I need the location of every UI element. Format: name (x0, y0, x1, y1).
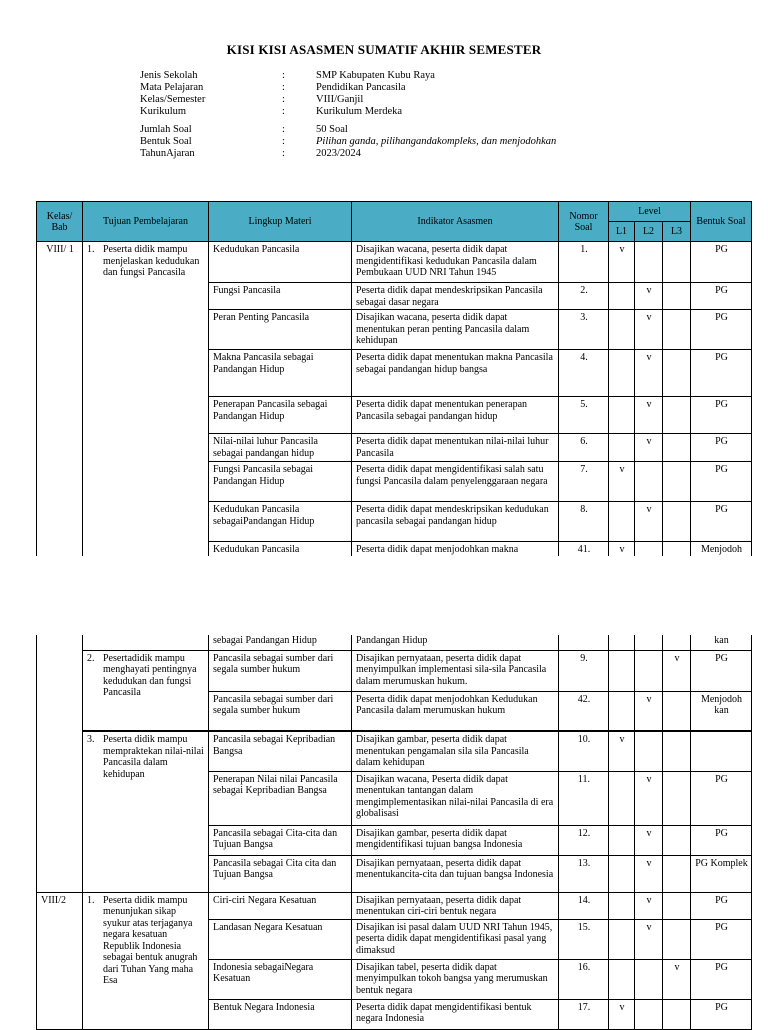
table-row (37, 731, 752, 771)
indikator-cell: Peserta didik dapat menentukan nilai-nilai luhur Pancasila (352, 434, 559, 462)
materi-cell: Makna Pancasila sebagai Pandangan Hidup (209, 350, 352, 397)
meta-row-kurikulum (140, 106, 556, 118)
meta-label: Kelas/Semester (140, 94, 206, 105)
nomor-cell: 14. (559, 892, 609, 919)
level-l2-cell: v (635, 434, 663, 462)
header-level: Level (609, 202, 691, 222)
kelas-bab-cell: VIII/2 (37, 892, 83, 1029)
level-l2-cell: v (635, 825, 663, 855)
header-bentuk-soal: Bentuk Soal (691, 202, 752, 242)
nomor-cell: 41. (559, 542, 609, 572)
level-l3-cell (663, 462, 691, 502)
meta-row-tahun-ajaran (140, 148, 556, 160)
tujuan-text: Peserta didik mampu mempraktekan nilai-nilai Pancasila dalam kehidupan (103, 734, 204, 780)
tujuan-cell (83, 242, 209, 572)
level-l1-cell (609, 350, 635, 397)
indikator-cell: Disajikan wacana, peserta didik dapat mengidentifikasi kedudukan Pancasila dalam Pembukaan UUD NRI Tahun 1945 (352, 242, 559, 283)
level-l3-cell (663, 919, 691, 959)
page-break-gap (0, 556, 768, 636)
kelas-bab-cell (37, 635, 83, 892)
materi-cell: Pancasila sebagai sumber dari segala sumber hukum (209, 691, 352, 731)
nomor-cell: 13. (559, 855, 609, 892)
nomor-cell: 12. (559, 825, 609, 855)
indikator-cell: Disajikan pernyataan, peserta didik dapat menentukancita-cita dan tujuan bangsa Indonesia (352, 855, 559, 892)
meta-value: Pilihan ganda, pilihangandakompleks, dan menjodohkan (316, 136, 557, 147)
level-l3-cell (663, 771, 691, 825)
nomor-cell: 2. (559, 283, 609, 310)
level-l1-cell (609, 650, 635, 691)
indikator-cell: Disajikan gambar, peserta didik dapat menentukan pengamalan sila sila Pancasila dalam kehidupan (352, 731, 559, 771)
bentuk-cell: PG (691, 959, 752, 999)
level-l1-cell: v (609, 542, 635, 572)
bentuk-cell: Menjodoh (691, 542, 752, 572)
level-l2-cell: v (635, 283, 663, 310)
level-l3-cell (663, 731, 691, 771)
level-l3-cell (663, 434, 691, 462)
indikator-cell: Disajikan gambar, peserta didik dapat mengidentifikasi tujuan bangsa Indonesia (352, 825, 559, 855)
level-l2-cell: v (635, 691, 663, 731)
level-l2-cell (635, 650, 663, 691)
level-l1-cell (609, 919, 635, 959)
level-l3-cell (663, 397, 691, 434)
tujuan-text: Peserta didik mampu menunjukan sikap syukur atas terjaganya negara kesatuan Republik Indonesia sebagai bentuk anugrah dari Tuhan Yang maha Esa (103, 894, 198, 986)
nomor-cell: 10. (559, 731, 609, 771)
meta-value: Kurikulum Merdeka (316, 106, 403, 117)
indikator-cell: Peserta didik dapat mengidentifikasi salah satu fungsi Pancasila dalam penyelenggaraan negara (352, 462, 559, 502)
nomor-cell: 11. (559, 771, 609, 825)
meta-row-jumlah-soal (140, 124, 556, 136)
nomor-cell: 17. (559, 999, 609, 1029)
materi-cell: Kedudukan Pancasila (209, 542, 352, 572)
nomor-cell: 8. (559, 502, 609, 542)
level-l2-cell: v (635, 397, 663, 434)
level-l2-cell (635, 959, 663, 999)
level-l3-cell (663, 999, 691, 1029)
bentuk-cell: PG (691, 397, 752, 434)
bentuk-cell (691, 731, 752, 771)
bentuk-cell: PG (691, 434, 752, 462)
header-lingkup-materi: Lingkup Materi (209, 202, 352, 242)
indikator-cell: Peserta didik dapat mendeskripsikan kedudukan pancasila sebagai pandangan hidup (352, 502, 559, 542)
indikator-cell: Peserta didik dapat menjodohkan makna (352, 542, 559, 572)
level-l3-cell (663, 892, 691, 919)
nomor-cell: 7. (559, 462, 609, 502)
bentuk-cell: PG (691, 892, 752, 919)
header-l1: L1 (609, 222, 635, 242)
identity-block (140, 70, 556, 160)
meta-row-bentuk-soal (140, 136, 556, 148)
materi-cell: Pancasila sebagai sumber dari segala sumber hukum (209, 650, 352, 691)
bentuk-cell: PG (691, 310, 752, 350)
bentuk-cell: PG (691, 919, 752, 959)
level-l3-cell: v (663, 650, 691, 691)
level-l2-cell (635, 462, 663, 502)
header-l3: L3 (663, 222, 691, 242)
meta-separator: : (282, 82, 285, 93)
tujuan-cell (83, 731, 209, 892)
nomor-cell: 4. (559, 350, 609, 397)
bentuk-cell: Menjodoh kan (691, 691, 752, 731)
nomor-cell: 5. (559, 397, 609, 434)
meta-separator: : (282, 148, 285, 159)
level-l3-cell (663, 691, 691, 731)
level-l2-cell (635, 999, 663, 1029)
level-l1-cell (609, 397, 635, 434)
level-l1-cell (609, 855, 635, 892)
header-indikator-asasmen: Indikator Asasmen (352, 202, 559, 242)
level-l2-cell: v (635, 892, 663, 919)
header-kelas-bab: Kelas/ Bab (37, 202, 83, 242)
meta-row-mata-pelajaran (140, 82, 556, 94)
level-l3-cell (663, 502, 691, 542)
tujuan-text: Peserta didik mampu menjelaskan kedudukan dan fungsi Pancasila (103, 244, 200, 278)
level-l3-cell (663, 310, 691, 350)
kisi-table-page-1 (36, 201, 752, 572)
bentuk-cell: PG (691, 825, 752, 855)
nomor-cell: 3. (559, 310, 609, 350)
level-l2-cell: v (635, 350, 663, 397)
indikator-cell: Disajikan wacana, peserta didik dapat menentukan peran penting Pancasila dalam kehidupan (352, 310, 559, 350)
level-l2-cell (635, 731, 663, 771)
indikator-cell: Peserta didik dapat menentukan makna Pancasila sebagai pandangan hidup bangsa (352, 350, 559, 397)
meta-separator: : (282, 70, 285, 81)
meta-value: 2023/2024 (316, 148, 361, 159)
meta-label: Jenis Sekolah (140, 70, 198, 81)
level-l1-cell (609, 892, 635, 919)
meta-value: SMP Kabupaten Kubu Raya (316, 70, 435, 81)
document-title: KISI KISI ASASMEN SUMATIF AKHIR SEMESTER (226, 42, 542, 57)
nomor-cell: 1. (559, 242, 609, 283)
level-l1-cell: v (609, 462, 635, 502)
table-row (37, 635, 752, 650)
level-l1-cell (609, 771, 635, 825)
materi-cell: Indonesia sebagaiNegara Kesatuan (209, 959, 352, 999)
header-tujuan-pembelajaran: Tujuan Pembelajaran (83, 202, 209, 242)
level-l1-cell (609, 691, 635, 731)
header-l2: L2 (635, 222, 663, 242)
bentuk-cell: PG (691, 650, 752, 691)
kelas-bab-cell: VIII/ 1 (37, 242, 83, 572)
meta-label: Jumlah Soal (140, 124, 192, 135)
materi-cell: Fungsi Pancasila (209, 283, 352, 310)
level-l2-cell (635, 635, 663, 650)
level-l3-cell (663, 283, 691, 310)
materi-cell: Nilai-nilai luhur Pancasila sebagai pandangan hidup (209, 434, 352, 462)
level-l2-cell: v (635, 502, 663, 542)
level-l1-cell: v (609, 731, 635, 771)
meta-label: Mata Pelajaran (140, 82, 204, 93)
level-l3-cell (663, 855, 691, 892)
level-l2-cell: v (635, 855, 663, 892)
indikator-cell: Pandangan Hidup (352, 635, 559, 650)
tujuan-number: 2. (87, 652, 95, 664)
level-l2-cell (635, 242, 663, 283)
tujuan-cell (83, 635, 209, 650)
indikator-cell: Peserta didik dapat mengidentifikasi bentuk negara Indonesia (352, 999, 559, 1029)
indikator-cell: Peserta didik dapat mendeskripsikan Pancasila sebagai dasar negara (352, 283, 559, 310)
nomor-cell: 9. (559, 650, 609, 691)
bentuk-cell: PG (691, 999, 752, 1029)
nomor-cell: 42. (559, 691, 609, 731)
materi-cell: Kedudukan Pancasila (209, 242, 352, 283)
level-l3-cell (663, 242, 691, 283)
table-row (37, 242, 752, 283)
level-l3-cell (663, 350, 691, 397)
materi-cell: Penerapan Nilai nilai Pancasila sebagai Kepribadian Bangsa (209, 771, 352, 825)
meta-row-kelas-semester (140, 94, 556, 106)
materi-cell: Landasan Negara Kesatuan (209, 919, 352, 959)
materi-cell: Penerapan Pancasila sebagai Pandangan Hidup (209, 397, 352, 434)
level-l1-cell (609, 825, 635, 855)
indikator-cell: Peserta didik dapat menjodohkan Kedudukan Pancasila dalam merumuskan hukum (352, 691, 559, 731)
nomor-cell: 6. (559, 434, 609, 462)
level-l1-cell (609, 310, 635, 350)
meta-separator: : (282, 106, 285, 117)
indikator-cell: Disajikan isi pasal dalam UUD NRI Tahun 1945, peserta didik dapat mengidentifikasi pasal yang dimaksud (352, 919, 559, 959)
tujuan-cell (83, 892, 209, 1029)
materi-cell: Bentuk Negara Indonesia (209, 999, 352, 1029)
header-nomor-soal: Nomor Soal (559, 202, 609, 242)
level-l3-cell (663, 825, 691, 855)
meta-label: Kurikulum (140, 106, 187, 117)
nomor-cell (559, 635, 609, 650)
materi-cell: Pancasila sebagai Cita-cita dan Tujuan Bangsa (209, 825, 352, 855)
indikator-cell: Disajikan pernyataan, peserta didik dapat menyimpulkan implementasi sila-sila Pancasila dalam merumuskan hukum. (352, 650, 559, 691)
tujuan-number: 1. (87, 894, 95, 906)
table-row (37, 892, 752, 919)
bentuk-cell: kan (691, 635, 752, 650)
meta-value: 50 Soal (316, 124, 348, 135)
level-l2-cell: v (635, 310, 663, 350)
meta-separator: : (282, 124, 285, 135)
kisi-table-page-2 (36, 635, 752, 1030)
meta-row-jenis-sekolah (140, 70, 556, 82)
bentuk-cell: PG (691, 462, 752, 502)
level-l2-cell: v (635, 771, 663, 825)
materi-cell: Kedudukan Pancasila sebagaiPandangan Hidup (209, 502, 352, 542)
level-l1-cell (609, 959, 635, 999)
tujuan-number: 1. (87, 244, 95, 255)
level-l1-cell (609, 502, 635, 542)
meta-value: VIII/Ganjil (316, 94, 364, 105)
nomor-cell: 15. (559, 919, 609, 959)
materi-cell: sebagai Pandangan Hidup (209, 635, 352, 650)
level-l3-cell: v (663, 959, 691, 999)
level-l1-cell: v (609, 999, 635, 1029)
indikator-cell: Disajikan tabel, peserta didik dapat menyimpulkan tokoh bangsa yang merumuskan bentuk negara (352, 959, 559, 999)
meta-label: Bentuk Soal (140, 136, 192, 147)
bentuk-cell: PG (691, 242, 752, 283)
materi-cell: Peran Penting Pancasila (209, 310, 352, 350)
level-l1-cell (609, 434, 635, 462)
nomor-cell: 16. (559, 959, 609, 999)
indikator-cell: Disajikan pernyataan, peserta didik dapat menentukan ciri-ciri bentuk negara (352, 892, 559, 919)
bentuk-cell: PG Komplek (691, 855, 752, 892)
materi-cell: Ciri-ciri Negara Kesatuan (209, 892, 352, 919)
tujuan-text: Pesertadidik mampu menghayati pentingnya kedudukan dan fungsi Pancasila (103, 652, 197, 698)
table-row (37, 650, 752, 691)
materi-cell: Pancasila sebagai Cita cita dan Tujuan Bangsa (209, 855, 352, 892)
bentuk-cell: PG (691, 502, 752, 542)
level-l2-cell: v (635, 919, 663, 959)
bentuk-cell: PG (691, 771, 752, 825)
indikator-cell: Peserta didik dapat menentukan penerapan Pancasila sebagai pandangan hidup (352, 397, 559, 434)
materi-cell: Fungsi Pancasila sebagai Pandangan Hidup (209, 462, 352, 502)
meta-separator: : (282, 136, 285, 147)
level-l1-cell (609, 283, 635, 310)
level-l1-cell (609, 635, 635, 650)
tujuan-number: 3. (87, 734, 95, 745)
meta-value: Pendidikan Pancasila (316, 82, 406, 93)
bentuk-cell: PG (691, 350, 752, 397)
level-l3-cell (663, 635, 691, 650)
meta-separator: : (282, 94, 285, 105)
level-l1-cell: v (609, 242, 635, 283)
indikator-cell: Disajikan wacana, Peserta didik dapat menentukan tantangan dalam mengimplementasikan nilai-nilai Pancasila di era globalisasi (352, 771, 559, 825)
tujuan-cell (83, 650, 209, 731)
bentuk-cell: PG (691, 283, 752, 310)
materi-cell: Pancasila sebagai Kepribadian Bangsa (209, 731, 352, 771)
meta-label: TahunAjaran (140, 148, 195, 159)
